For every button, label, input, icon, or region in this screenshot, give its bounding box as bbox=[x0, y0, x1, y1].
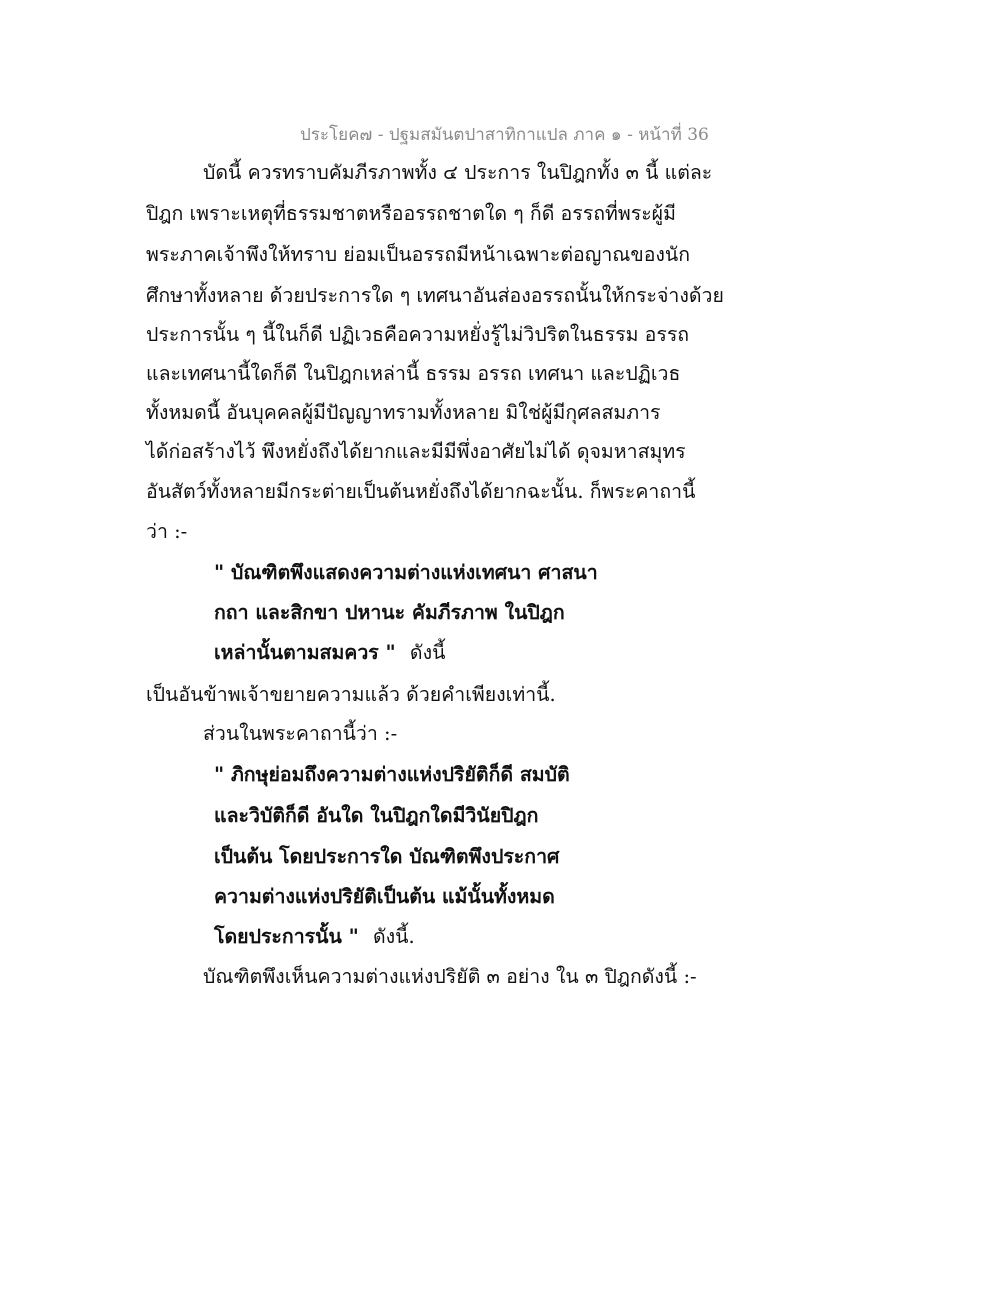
running-header: ประโยค๗ - ปฐมสมันตปาสาทิกาแปล ภาค ๑ - หน้าที่ 36 bbox=[300, 125, 709, 145]
paragraph-line: บัดนี้ ควรทราบคัมภีรภาพทั้ง ๔ ประการ ในปิฎกทั้ง ๓ นี้ แต่ละ bbox=[203, 161, 713, 184]
paragraph-line: อันสัตว์ทั้งหลายมีกระต่ายเป็นต้นหยั่งถึงได้ยากฉะนั้น. ก็พระคาถานี้ bbox=[146, 480, 696, 503]
paragraph-line: พระภาคเจ้าพึงให้ทราบ ย่อมเป็นอรรถมีหน้าเฉพาะต่อญาณของนัก bbox=[146, 243, 691, 266]
paragraph-line: ว่า :- bbox=[146, 520, 188, 543]
verse-line-with-tail bbox=[214, 922, 415, 952]
verse-line: ความต่างแห่งปริยัติเป็นต้น แม้นั้นทั้งหมด bbox=[214, 885, 555, 908]
paragraph-line: ปิฎก เพราะเหตุที่ธรรมชาตหรืออรรถชาตใด ๆ ก็ดี อรรถที่พระผู้มี bbox=[146, 202, 676, 225]
verse-line: เป็นต้น โดยประการใด บัณฑิตพึงประกาศ bbox=[214, 845, 560, 868]
paragraph-line: เป็นอันข้าพเจ้าขยายความแล้ว ด้วยคำเพียงเท่านี้. bbox=[146, 683, 556, 706]
paragraph-line: ทั้งหมดนี้ อันบุคคลผู้มีปัญญาทรามทั้งหลาย มิใช่ผู้มีกุศลสมภาร bbox=[146, 401, 661, 424]
paragraph-line: ศึกษาทั้งหลาย ด้วยประการใด ๆ เทศนาอันส่องอรรถนั้นให้กระจ่างด้วย bbox=[146, 284, 724, 307]
paragraph-line: ส่วนในพระคาถานี้ว่า :- bbox=[203, 722, 398, 745]
paragraph-line: ได้ก่อสร้างไว้ พึงหยั่งถึงได้ยากและมีมีพึ่งอาศัยไม่ได้ ดุจมหาสมุทร bbox=[146, 440, 686, 463]
verse-line: และวิบัติก็ดี อันใด ในปิฎกใดมีวินัยปิฎก bbox=[214, 804, 539, 827]
paragraph-line: และเทศนานี้ใดก็ดี ในปิฎกเหล่านี้ ธรรม อรรถ เทศนา และปฏิเวธ bbox=[146, 362, 681, 385]
verse-line: " ภิกษุย่อมถึงความต่างแห่งปริยัติก็ดี สมบัติ bbox=[214, 763, 570, 786]
verse-text: เหล่านั้นตามสมควร " bbox=[214, 641, 396, 664]
verse-tail: ดังนี้. bbox=[372, 925, 415, 948]
verse-line: " บัณฑิตพึงแสดงความต่างแห่งเทศนา ศาสนา bbox=[214, 561, 598, 584]
verse-line-with-tail bbox=[214, 638, 445, 668]
verse-tail: ดังนี้ bbox=[409, 641, 446, 664]
paragraph-line: บัณฑิตพึงเห็นความต่างแห่งปริยัติ ๓ อย่าง ใน ๓ ปิฎกดังนี้ :- bbox=[203, 965, 697, 988]
paragraph-line: ประการนั้น ๆ นี้ในก็ดี ปฏิเวธคือความหยั่งรู้ไม่วิปริตในธรรม อรรถ bbox=[146, 323, 690, 346]
verse-text: โดยประการนั้น " bbox=[214, 925, 359, 948]
verse-line: กถา และสิกขา ปหานะ คัมภีรภาพ ในปิฎก bbox=[214, 601, 565, 624]
